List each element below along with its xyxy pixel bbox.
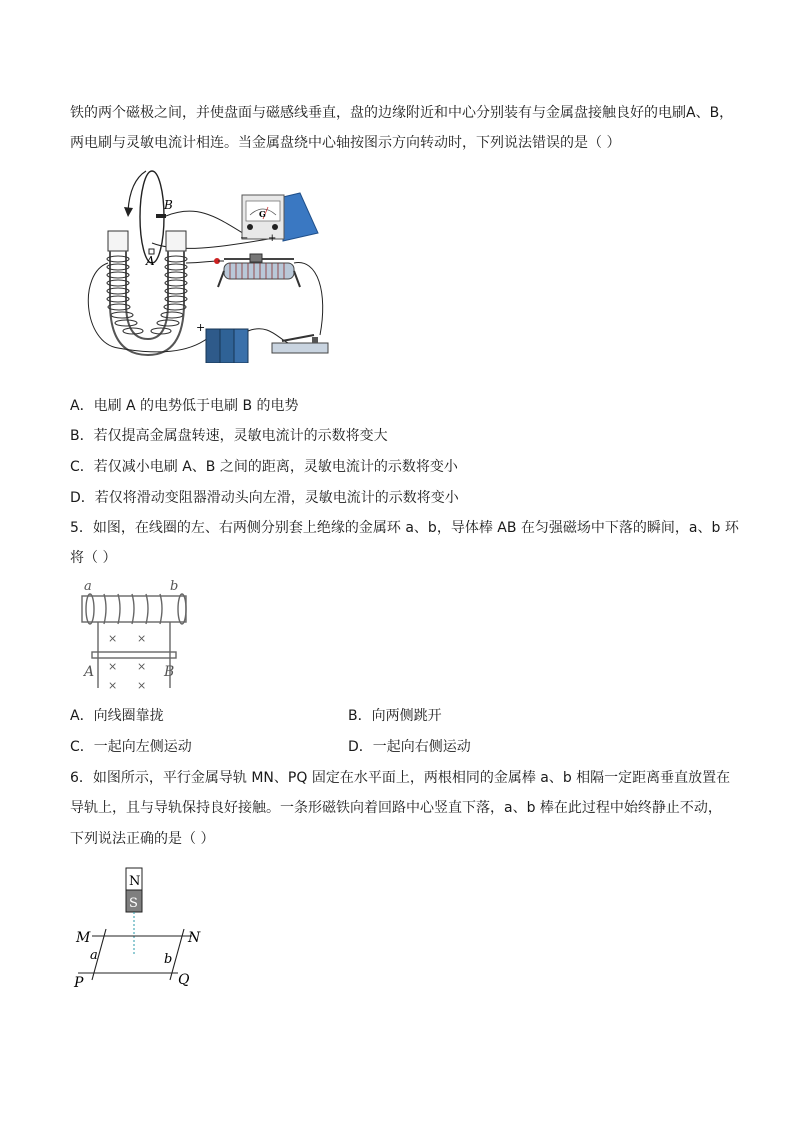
q4-option-c: C．若仅减小电刷 A、B 之间的距离，灵敏电流计的示数将变小	[70, 459, 458, 475]
q4-figure-disk-generator	[78, 163, 340, 367]
label-battery-plus: +	[196, 321, 206, 334]
svg-text:×: ×	[108, 660, 118, 673]
label-galvanometer: G	[259, 209, 266, 219]
u-shaped-electromagnet	[88, 231, 218, 355]
battery	[196, 321, 288, 363]
q4-option-a: A．电刷 A 的电势低于电刷 B 的电势	[70, 398, 299, 414]
label-rod-b: B	[164, 664, 175, 680]
label-rod-a: A	[84, 664, 95, 680]
galvanometer	[240, 193, 318, 244]
svg-text:×: ×	[137, 632, 147, 645]
label-bar-b: b	[164, 952, 173, 967]
q6-stem-line-1: 6．如图所示，平行金属导轨 MN、PQ 固定在水平面上，两根相同的金属棒 a、b 相隔一定距离垂直放置在	[70, 770, 731, 786]
sliding-rheostat	[214, 254, 323, 335]
rotation-arrow-icon	[128, 171, 146, 211]
label-p: P	[74, 975, 84, 990]
q5-option-b: B．向两侧跳开	[348, 708, 442, 724]
q4-stem-line-2: 两电刷与灵敏电流计相连。当金属盘绕中心轴按图示方向转动时，下列说法错误的是（ ）	[70, 135, 621, 151]
label-q: Q	[178, 972, 190, 988]
q6-stem-line-2: 导轨上，且与导轨保持良好接触。一条形磁铁向着回路中心竖直下落，a、b 棒在此过程中始终静止不动，	[70, 800, 722, 816]
label-bar-a: a	[90, 948, 98, 963]
svg-text:×: ×	[137, 679, 147, 690]
label-brush-b: B	[164, 198, 173, 212]
label-plus: +	[268, 233, 277, 244]
label-north-pole: N	[129, 874, 141, 889]
label-n: N	[188, 930, 201, 946]
q5-figure-coil-rings	[78, 578, 198, 694]
q6-stem-line-3: 下列说法正确的是（ ）	[70, 831, 215, 847]
label-m: M	[76, 930, 91, 946]
q5-stem-line-2: 将（ ）	[70, 550, 117, 566]
q4-option-d: D．若仅将滑动变阻器滑动头向左滑，灵敏电流计的示数将变小	[70, 490, 459, 506]
label-brush-a: A	[146, 254, 155, 268]
q5-option-d: D．一起向右侧运动	[348, 739, 471, 755]
magnetic-field-crosses	[108, 632, 146, 690]
svg-text:×: ×	[108, 679, 118, 690]
q5-stem-line-1: 5．如图，在线圈的左、右两侧分别套上绝缘的金属环 a、b，导体棒 AB 在匀强磁场中下落的瞬间，a、b 环	[70, 520, 739, 536]
svg-text:×: ×	[108, 632, 118, 645]
svg-text:×: ×	[137, 660, 147, 673]
label-ring-b: b	[170, 579, 179, 594]
q5-option-c: C．一起向左侧运动	[70, 739, 192, 755]
q6-figure-magnet-rails	[70, 866, 210, 994]
q5-option-a: A．向线圈靠拢	[70, 708, 164, 724]
label-minus: −	[240, 233, 249, 244]
label-ring-a: a	[84, 579, 92, 594]
q4-stem-line-1: 铁的两个磁极之间，并使盘面与磁感线垂直，盘的边缘附近和中心分别装有与金属盘接触良好的电刷A、B，	[70, 105, 734, 121]
label-south-pole: S	[129, 896, 138, 911]
q4-option-b: B．若仅提高金属盘转速，灵敏电流计的示数将变大	[70, 428, 388, 444]
